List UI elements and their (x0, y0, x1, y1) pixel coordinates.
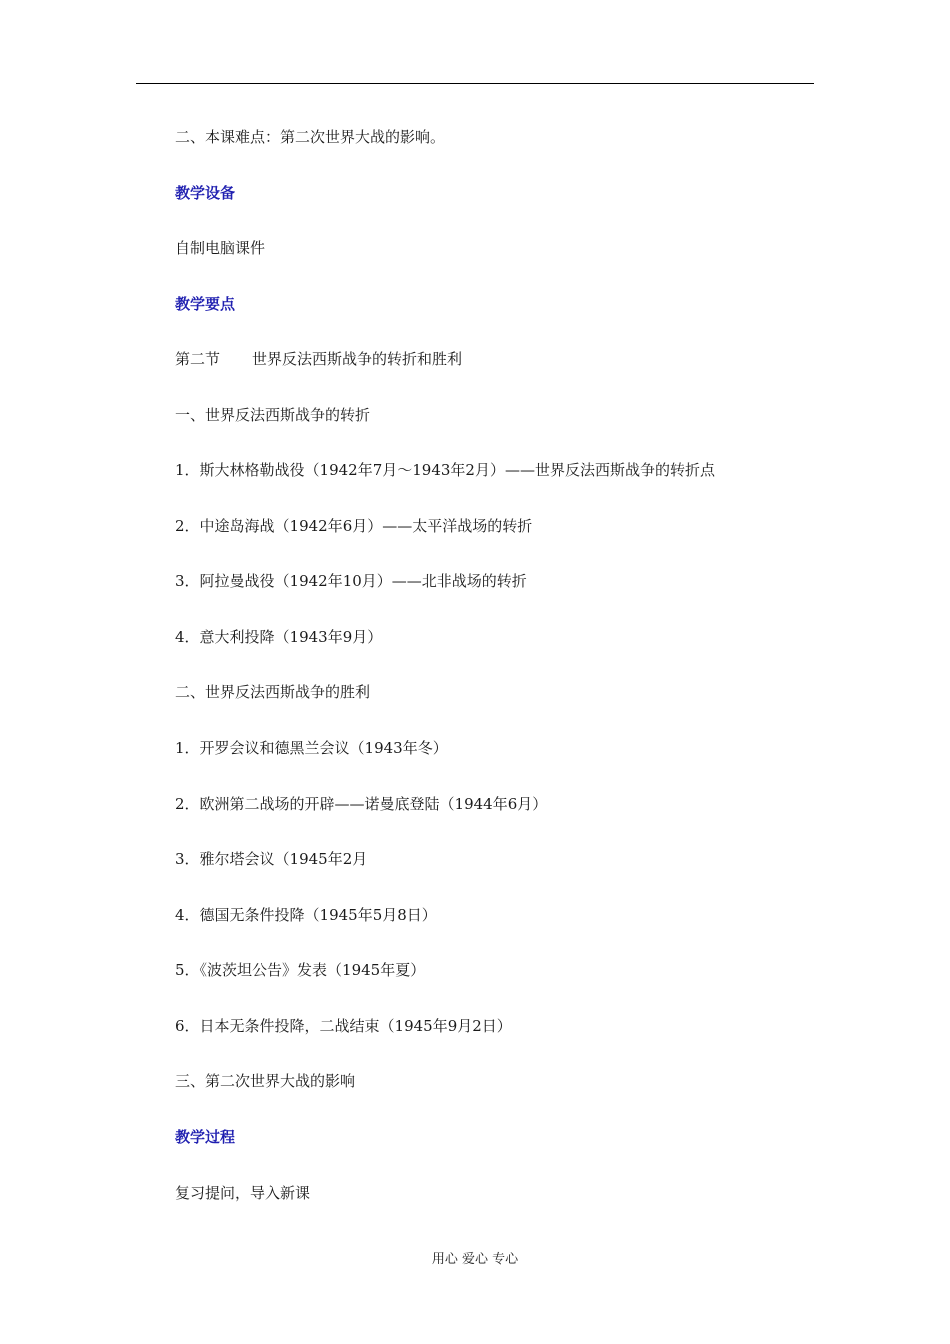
part1-item: 2．中途岛海战（1942年6月）——太平洋战场的转折 (175, 517, 533, 535)
part2-item: 1．开罗会议和德黑兰会议（1943年冬） (175, 739, 448, 757)
part2-item: 5．《波茨坦公告》发表（1945年夏） (175, 961, 426, 979)
header-rule (136, 83, 814, 84)
section-number: 第二节 (175, 350, 221, 368)
equipment-text: 自制电脑课件 (175, 239, 266, 257)
section-title: 世界反法西斯战争的转折和胜利 (252, 350, 463, 368)
part2-item: 3．雅尔塔会议（1945年2月 (175, 850, 368, 868)
part2-item: 4．德国无条件投降（1945年5月8日） (175, 906, 437, 924)
part1-title: 一、世界反法西斯战争的转折 (175, 406, 371, 424)
part2-item: 6．日本无条件投降，二战结束（1945年9月2日） (175, 1017, 512, 1035)
part2-item: 2．欧洲第二战场的开辟——诺曼底登陆（1944年6月） (175, 795, 548, 813)
review-line: 复习提问，导入新课 (175, 1184, 311, 1202)
process-heading: 教学过程 (175, 1128, 236, 1146)
part1-item: 1．斯大林格勒战役（1942年7月～1943年2月）——世界反法西斯战争的转折点 (175, 461, 715, 479)
part1-item: 4．意大利投降（1943年9月） (175, 628, 383, 646)
key-points-heading: 教学要点 (175, 295, 236, 313)
section-line (175, 349, 462, 369)
part2-title: 二、世界反法西斯战争的胜利 (175, 683, 371, 701)
part3-title: 三、第二次世界大战的影响 (175, 1072, 356, 1090)
difficulty-line: 二、本课难点：第二次世界大战的影响。 (175, 128, 446, 146)
part1-item: 3．阿拉曼战役（1942年10月）——北非战场的转折 (175, 572, 527, 590)
equipment-heading: 教学设备 (175, 184, 236, 202)
page-footer: 用心 爱心 专心 (431, 1252, 519, 1267)
